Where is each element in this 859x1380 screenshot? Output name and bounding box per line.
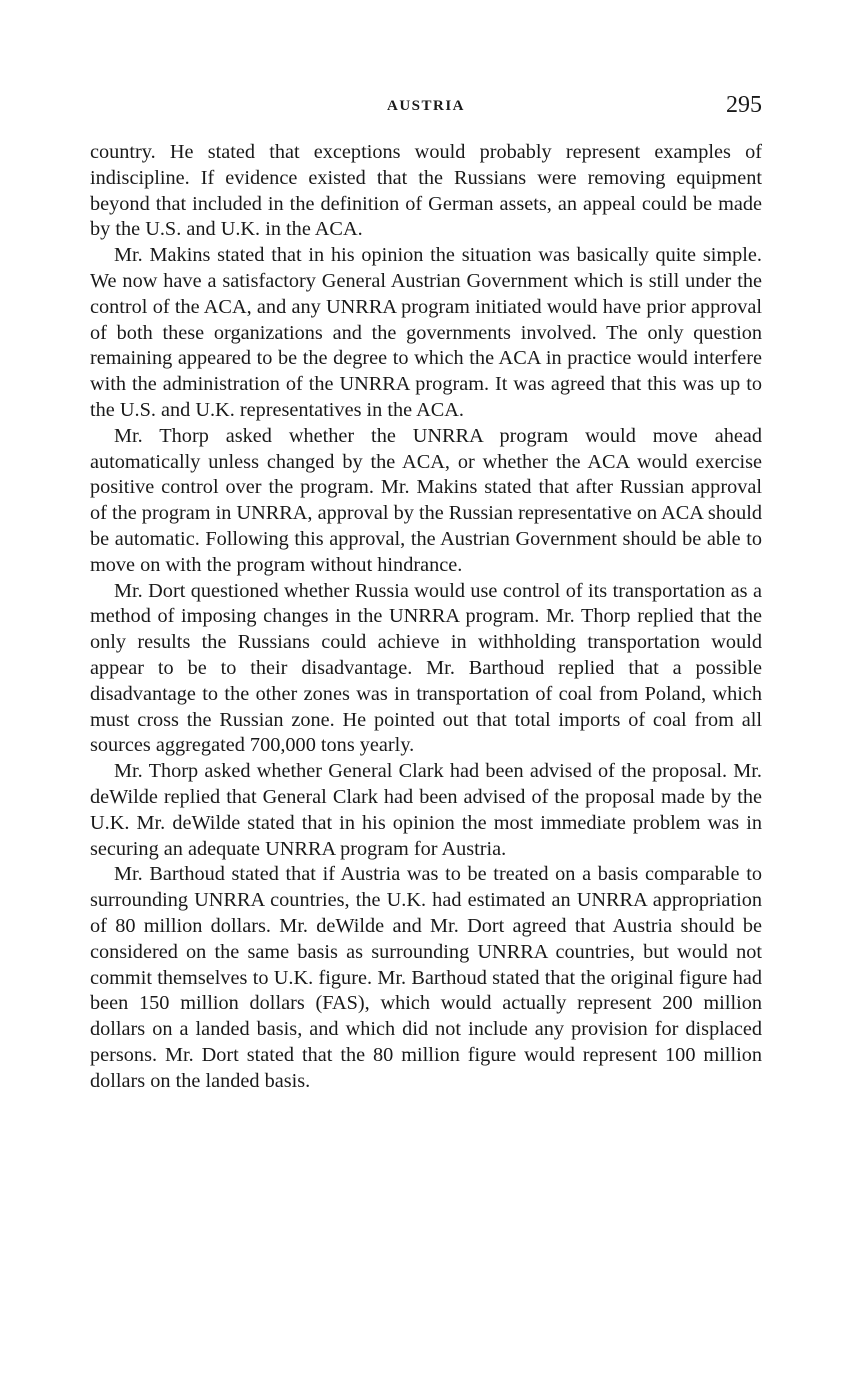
running-head: [90, 92, 762, 122]
paragraph-thorp-clark: Mr. Thorp asked whether General Clark had been advised of the proposal. Mr. deWilde replied that General Clark had been advised of the proposal made by the U.K. Mr. deWilde stated that in his opinion the most immediate problem was in securing an adequate UNRRA program for Austria.: [90, 760, 762, 860]
paragraph-continuation: country. He stated that exceptions would probably represent examples of indiscipline. If evidence existed that the Russians were removing equipment beyond that included in the definition of German assets, an appeal could be made by the U.S. and U.K. in the ACA.: [90, 141, 762, 241]
paragraph-thorp-program: Mr. Thorp asked whether the UNRRA program would move ahead automatically unless changed by the ACA, or whether the ACA would exercise positive control over the program. Mr. Makins stated that after Russian approval of the program in UNRRA, approval by the Russian representative on ACA should be automatic. Following this approval, the Austrian Government should be able to move on with the program without hindrance.: [90, 424, 762, 576]
paragraph-dort-transportation: Mr. Dort questioned whether Russia would use control of its transportation as a method of imposing changes in the UNRRA program. Mr. Thorp replied that the only results the Russians could achieve in withholding transportation would appear to be to their disadvantage. Mr. Barthoud replied that a possible disadvantage to the other zones was in transportation of coal from Poland, which must cross the Russian zone. He pointed out that total imports of coal from all sources aggregated 700,000 tons yearly.: [90, 579, 762, 757]
body-text: [90, 140, 762, 1094]
paragraph-makins: Mr. Makins stated that in his opinion the situation was basically quite simple. We now have a satisfactory General Austrian Government which is still under the control of the ACA, and any UNRRA program initiated would have prior approval of both these organizations and the governments involved. The only question remaining appeared to be the degree to which the ACA in practice would interfere with the administration of the UNRRA program. It was agreed that this was up to the U.S. and U.K. representatives in the ACA.: [90, 244, 762, 421]
page-number: 295: [726, 92, 762, 118]
running-title: AUSTRIA: [386, 98, 465, 114]
paragraph-barthoud-appropriation: Mr. Barthoud stated that if Austria was to be treated on a basis comparable to surrounding UNRRA countries, the U.K. had estimated an UNRRA appropriation of 80 million dollars. Mr. deWilde and Mr. Dort agreed that Austria should be considered on the same basis as surrounding UNRRA countries, but would not commit themselves to U.K. figure. Mr. Barthoud stated that the original figure had been 150 million dollars (FAS), which would actually represent 200 million dollars on a landed basis, and which did not include any provision for displaced persons. Mr. Dort stated that the 80 million figure would represent 100 million dollars on the landed basis.: [90, 863, 762, 1092]
